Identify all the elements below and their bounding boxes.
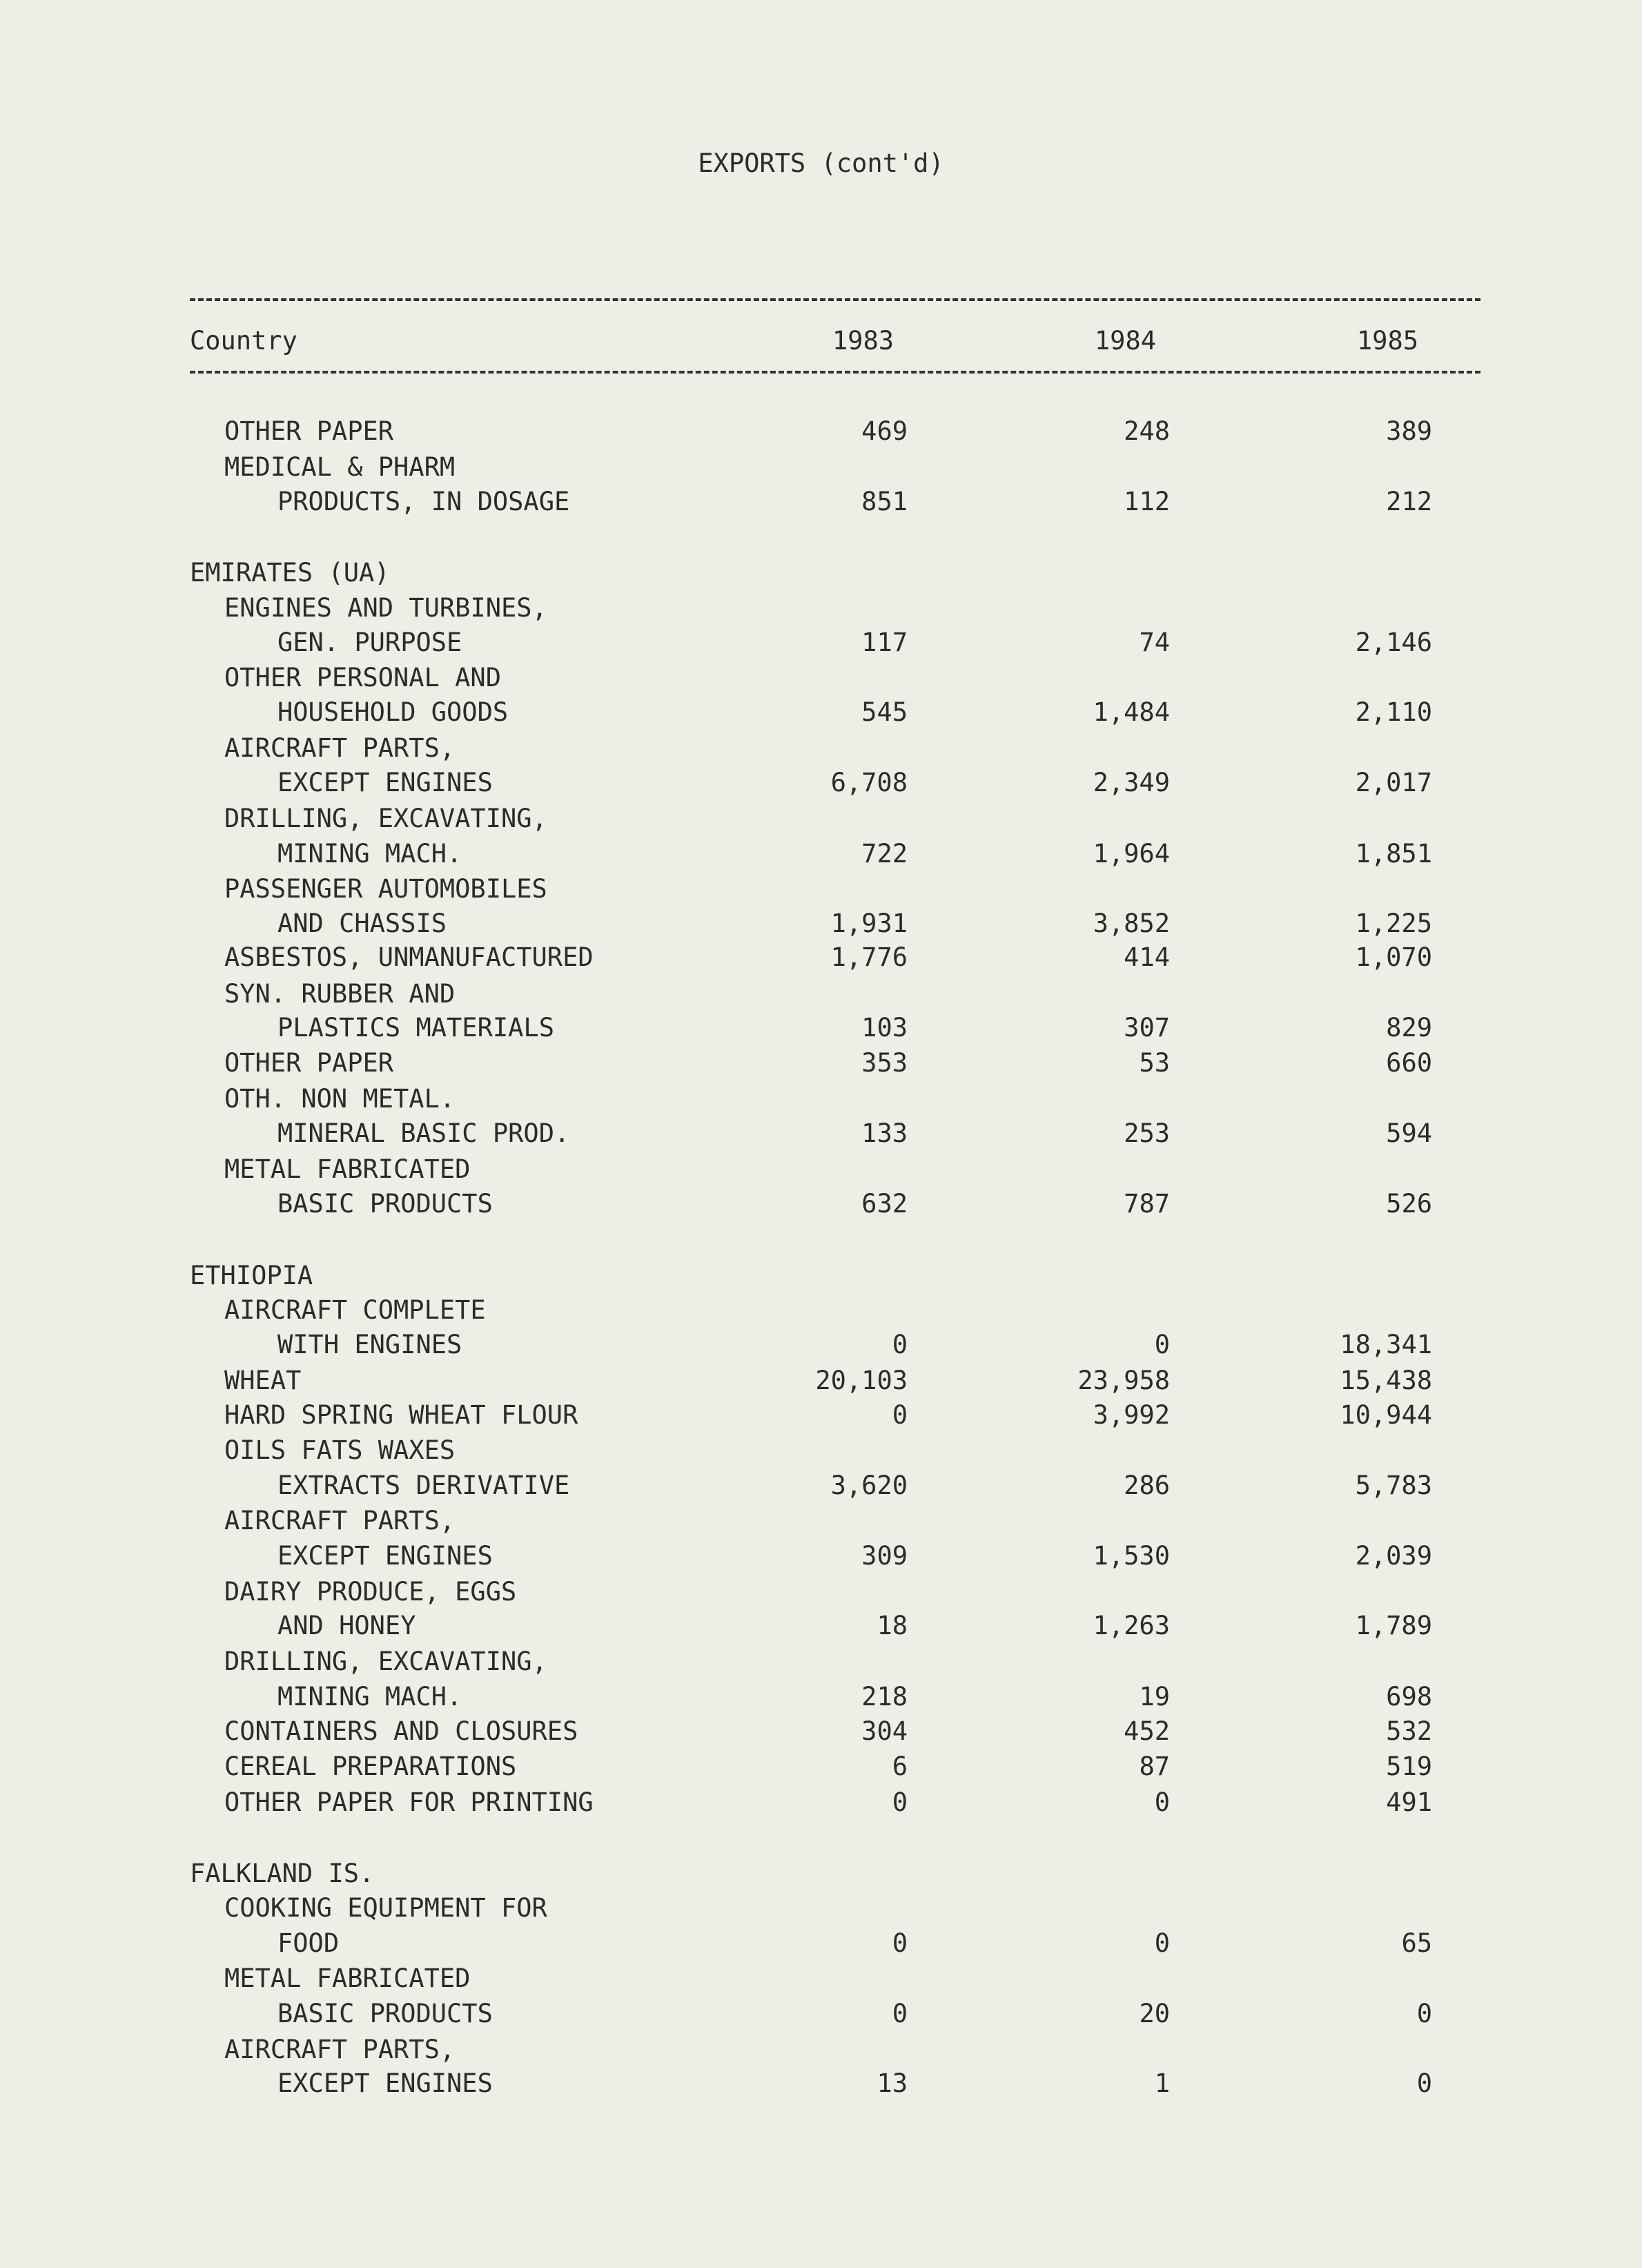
value-1985: 491: [1386, 1787, 1432, 1817]
value-1984: 248: [1124, 416, 1170, 446]
table-row: [0, 1433, 1642, 1468]
value-1983: 309: [861, 1541, 908, 1571]
commodity-label: COOKING EQUIPMENT FOR: [224, 1893, 547, 1923]
commodity-label: EXCEPT ENGINES: [277, 2068, 493, 2098]
value-1984: 253: [1124, 1118, 1170, 1148]
commodity-label: OTH. NON METAL.: [224, 1084, 456, 1114]
commodity-label: HOUSEHOLD GOODS: [277, 697, 509, 727]
table-row: [0, 1293, 1642, 1328]
commodity-label: PLASTICS MATERIALS: [277, 1013, 554, 1043]
table-row: [0, 485, 1642, 519]
table-row: [0, 1645, 1642, 1679]
commodity-label: AND HONEY: [277, 1611, 416, 1640]
table-row: [0, 1714, 1642, 1749]
value-1983: 0: [892, 1400, 908, 1430]
table-row: [0, 872, 1642, 907]
commodity-label: OTHER PAPER: [224, 416, 394, 446]
table-row: [0, 1961, 1642, 1996]
table-row: [0, 1785, 1642, 1820]
value-1985: 0: [1416, 2068, 1432, 2098]
value-1983: 1,776: [830, 942, 908, 972]
value-1983: 0: [892, 1330, 908, 1359]
country-name: FALKLAND IS.: [190, 1859, 375, 1888]
table-row: [0, 1011, 1642, 1045]
country-name: EMIRATES (UA): [190, 558, 390, 588]
value-1984: 112: [1124, 487, 1170, 516]
table-row: [0, 1187, 1642, 1221]
value-1983: 353: [861, 1048, 908, 1078]
value-1984: 74: [1139, 628, 1170, 657]
table-row: [0, 1504, 1642, 1538]
commodity-label: BASIC PRODUCTS: [277, 1189, 493, 1219]
commodity-label: BASIC PRODUCTS: [277, 1999, 493, 2028]
table-row: [0, 695, 1642, 730]
commodity-label: OTHER PAPER: [224, 1048, 394, 1078]
table-row: [0, 661, 1642, 695]
value-1984: 23,958: [1077, 1366, 1170, 1395]
value-1983: 545: [861, 697, 908, 727]
value-1983: 0: [892, 1928, 908, 1958]
table-row: [0, 1926, 1642, 1961]
header-country: Country: [190, 326, 297, 356]
commodity-label: EXTRACTS DERIVATIVE: [277, 1471, 570, 1500]
value-1983: 0: [892, 1999, 908, 2028]
commodity-label: EXCEPT ENGINES: [277, 1541, 493, 1571]
commodity-label: PRODUCTS, IN DOSAGE: [277, 487, 570, 516]
commodity-label: METAL FABRICATED: [224, 1964, 471, 1993]
table-row: [0, 1082, 1642, 1116]
commodity-label: SYN. RUBBER AND: [224, 979, 456, 1009]
table-row: [0, 1259, 1642, 1293]
value-1985: 212: [1386, 487, 1432, 516]
value-1984: 286: [1124, 1471, 1170, 1500]
value-1983: 218: [861, 1682, 908, 1712]
commodity-label: METAL FABRICATED: [224, 1154, 471, 1184]
table-row: [0, 907, 1642, 941]
commodity-label: MINING MACH.: [277, 1682, 462, 1712]
value-1984: 2,349: [1093, 768, 1170, 797]
value-1984: 0: [1154, 1787, 1170, 1817]
commodity-label: DRILLING, EXCAVATING,: [224, 1647, 547, 1676]
commodity-label: AIRCRAFT PARTS,: [224, 733, 456, 763]
table-row: [0, 1575, 1642, 1609]
value-1985: 18,341: [1340, 1330, 1432, 1359]
commodity-label: DRILLING, EXCAVATING,: [224, 804, 547, 833]
table-row: [0, 2033, 1642, 2067]
value-1985: 698: [1386, 1682, 1432, 1712]
value-1985: 1,851: [1355, 839, 1432, 869]
table-row: [0, 837, 1642, 871]
value-1983: 117: [861, 628, 908, 657]
commodity-label: AND CHASSIS: [277, 909, 447, 938]
value-1984: 414: [1124, 942, 1170, 972]
table-row: [0, 1891, 1642, 1926]
value-1985: 1,225: [1355, 909, 1432, 938]
commodity-label: DAIRY PRODUCE, EGGS: [224, 1577, 517, 1607]
value-1985: 1,070: [1355, 942, 1432, 972]
commodity-label: MEDICAL & PHARM: [224, 452, 456, 482]
table-row: [0, 1046, 1642, 1080]
commodity-label: AIRCRAFT PARTS,: [224, 1506, 456, 1535]
value-1984: 452: [1124, 1716, 1170, 1746]
value-1984: 787: [1124, 1189, 1170, 1219]
value-1985: 2,146: [1355, 628, 1432, 657]
header-1985: 1985: [1356, 326, 1418, 356]
value-1983: 6,708: [830, 768, 908, 797]
value-1983: 133: [861, 1118, 908, 1148]
commodity-label: AIRCRAFT COMPLETE: [224, 1295, 486, 1325]
value-1984: 3,992: [1093, 1400, 1170, 1430]
commodity-label: OILS FATS WAXES: [224, 1435, 456, 1465]
table-row: [0, 556, 1642, 590]
commodity-label: EXCEPT ENGINES: [277, 768, 493, 797]
value-1983: 13: [877, 2068, 908, 2098]
table-row: [0, 450, 1642, 485]
value-1984: 53: [1139, 1048, 1170, 1078]
value-1983: 632: [861, 1189, 908, 1219]
country-name: ETHIOPIA: [190, 1261, 313, 1290]
table-row: [0, 1328, 1642, 1362]
commodity-label: HARD SPRING WHEAT FLOUR: [224, 1400, 578, 1430]
commodity-label: ASBESTOS, UNMANUFACTURED: [224, 942, 594, 972]
value-1984: 20: [1139, 1999, 1170, 2028]
commodity-label: GEN. PURPOSE: [277, 628, 462, 657]
table-row: [0, 1398, 1642, 1433]
value-1984: 1,530: [1093, 1541, 1170, 1571]
table-row: [0, 1609, 1642, 1643]
value-1985: 2,110: [1355, 697, 1432, 727]
commodity-label: CEREAL PREPARATIONS: [224, 1752, 517, 1781]
value-1985: 594: [1386, 1118, 1432, 1148]
commodity-label: FOOD: [277, 1928, 340, 1958]
value-1983: 103: [861, 1013, 908, 1043]
table-row: [0, 1539, 1642, 1573]
header-1983: 1983: [832, 326, 894, 356]
table-row: [0, 414, 1642, 449]
table-row: [0, 1152, 1642, 1187]
table-row: [0, 626, 1642, 660]
value-1984: 87: [1139, 1752, 1170, 1781]
value-1984: 0: [1154, 1330, 1170, 1359]
commodity-label: OTHER PERSONAL AND: [224, 663, 501, 692]
value-1984: 1,484: [1093, 697, 1170, 727]
value-1985: 389: [1386, 416, 1432, 446]
value-1985: 660: [1386, 1048, 1432, 1078]
commodity-label: OTHER PAPER FOR PRINTING: [224, 1787, 594, 1817]
value-1984: 0: [1154, 1928, 1170, 1958]
table-row: [0, 591, 1642, 626]
value-1985: 829: [1386, 1013, 1432, 1043]
commodity-label: CONTAINERS AND CLOSURES: [224, 1716, 578, 1746]
value-1984: 19: [1139, 1682, 1170, 1712]
value-1984: 1,964: [1093, 839, 1170, 869]
value-1983: 304: [861, 1716, 908, 1746]
value-1985: 2,017: [1355, 768, 1432, 797]
commodity-label: ENGINES AND TURBINES,: [224, 593, 547, 623]
value-1985: 10,944: [1340, 1400, 1432, 1430]
value-1985: 532: [1386, 1716, 1432, 1746]
table-row: [0, 766, 1642, 800]
value-1985: 15,438: [1340, 1366, 1432, 1395]
commodity-label: PASSENGER AUTOMOBILES: [224, 874, 547, 904]
value-1984: 3,852: [1093, 909, 1170, 938]
commodity-label: MINERAL BASIC PROD.: [277, 1118, 570, 1148]
commodity-label: WHEAT: [224, 1366, 302, 1395]
table-row: [0, 940, 1642, 975]
header-1984: 1984: [1094, 326, 1156, 356]
value-1983: 722: [861, 839, 908, 869]
value-1983: 1,931: [830, 909, 908, 938]
table-row: [0, 1750, 1642, 1784]
value-1983: 18: [877, 1611, 908, 1640]
table-row: [0, 1469, 1642, 1503]
commodity-label: MINING MACH.: [277, 839, 462, 869]
value-1984: 307: [1124, 1013, 1170, 1043]
value-1985: 519: [1386, 1752, 1432, 1781]
table-row: [0, 977, 1642, 1011]
table-row: [0, 731, 1642, 766]
table-row: [0, 1364, 1642, 1398]
value-1985: 0: [1416, 1999, 1432, 2028]
table-row: [0, 1680, 1642, 1714]
value-1985: 65: [1401, 1928, 1432, 1958]
value-1985: 1,789: [1355, 1611, 1432, 1640]
commodity-label: WITH ENGINES: [277, 1330, 462, 1359]
value-1983: 851: [861, 487, 908, 516]
value-1983: 6: [892, 1752, 908, 1781]
page-title: EXPORTS (cont'd): [698, 148, 944, 178]
value-1985: 2,039: [1355, 1541, 1432, 1571]
value-1984: 1,263: [1093, 1611, 1170, 1640]
header-rule: [190, 371, 1480, 374]
table-row: [0, 802, 1642, 836]
value-1983: 0: [892, 1787, 908, 1817]
commodity-label: AIRCRAFT PARTS,: [224, 2035, 456, 2064]
top-rule: [190, 298, 1480, 301]
value-1985: 5,783: [1355, 1471, 1432, 1500]
table-row: [0, 1116, 1642, 1151]
table-row: [0, 2066, 1642, 2101]
value-1983: 469: [861, 416, 908, 446]
table-row: [0, 1997, 1642, 2031]
value-1983: 3,620: [830, 1471, 908, 1500]
value-1983: 20,103: [815, 1366, 908, 1395]
value-1984: 1: [1154, 2068, 1170, 2098]
value-1985: 526: [1386, 1189, 1432, 1219]
table-row: [0, 1857, 1642, 1891]
